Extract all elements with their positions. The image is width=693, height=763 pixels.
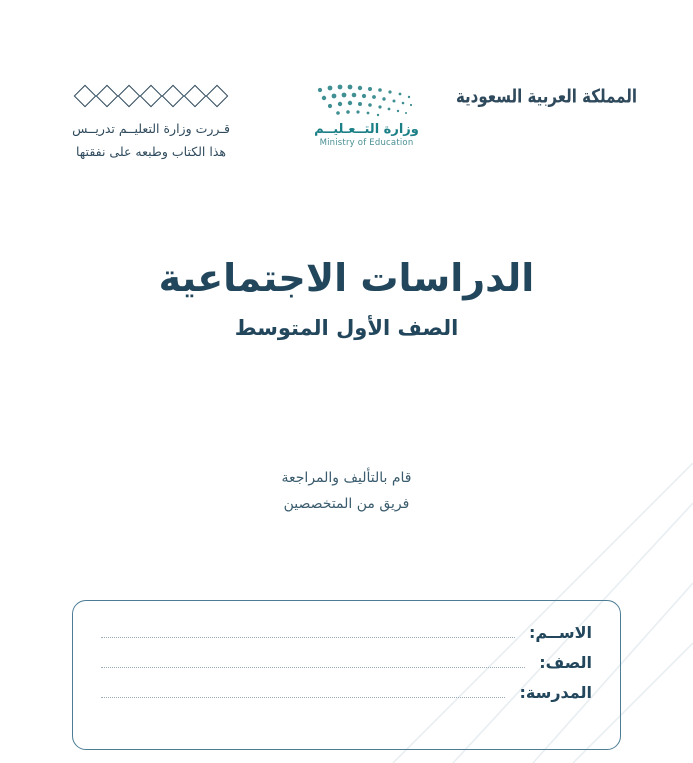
title-block [0,258,693,340]
diamond-icon [206,85,229,108]
field-row-grade [101,653,592,672]
diamond-icon [96,85,119,108]
ministry-of-education-dots-icon [312,84,422,118]
approval-note [56,84,246,163]
cover-header [0,84,693,174]
field-row-school [101,683,592,702]
diamond-icon [140,85,163,108]
field-row-name [101,623,592,642]
page-subtitle: الصف الأول المتوسط [234,315,459,340]
approval-line-1: قـررت وزارة التعليــم تدريــس [72,121,230,136]
page-title: الدراسات الاجتماعية [158,256,535,300]
ministry-name-english: Ministry of Education [319,138,414,148]
diamond-icon [162,85,185,108]
approval-line-2: هذا الكتاب وطبعه على نفقتها [75,144,227,160]
grade-field-label: الصف: [539,653,592,672]
grade-field-input[interactable] [101,656,525,668]
diamond-icon [74,85,97,108]
authorship-line-2: فريق من المتخصصين [283,495,410,512]
diamond-icon [184,85,207,108]
student-info-box [72,600,621,750]
diamond-icon [118,85,141,108]
authorship-block [0,466,693,518]
ministry-of-education-logo [282,84,452,148]
authorship-line-1: قام بالتأليف والمراجعة [281,470,412,486]
school-field-label: المدرسة: [519,683,592,702]
kingdom-emblem [455,84,637,108]
name-field-input[interactable] [101,626,515,638]
diamond-row-icon [56,88,246,104]
school-field-input[interactable] [101,686,505,698]
kingdom-calligraphy-icon: المملكة العربية السعودية [455,84,637,108]
ministry-name-arabic: وزارة التــعـليــم [314,122,419,137]
name-field-label: الاســم: [528,623,592,642]
